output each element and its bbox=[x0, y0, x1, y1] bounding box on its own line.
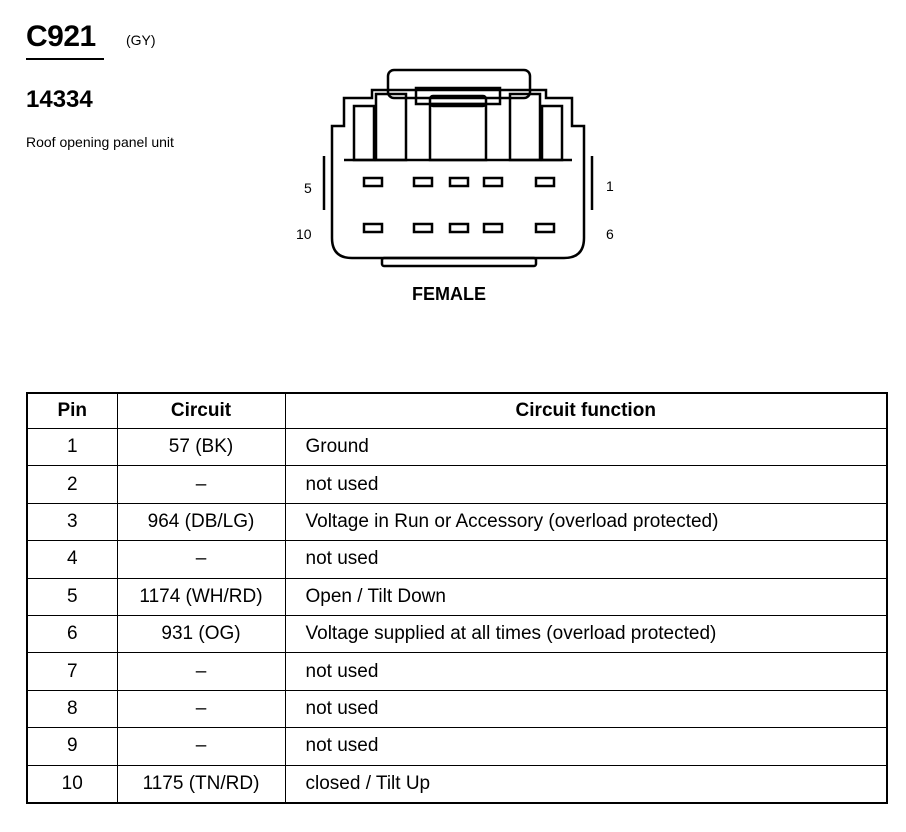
circuit-function: Open / Tilt Down bbox=[285, 578, 887, 615]
circuit-function: not used bbox=[285, 653, 887, 690]
header-pin: Pin bbox=[27, 393, 117, 429]
circuit: – bbox=[117, 466, 285, 503]
table-row bbox=[27, 541, 887, 578]
pin-number: 4 bbox=[27, 541, 117, 578]
pin-number: 3 bbox=[27, 503, 117, 540]
connector-face-diagram bbox=[290, 60, 610, 275]
part-number: 14334 bbox=[26, 86, 93, 113]
circuit: 57 (BK) bbox=[117, 429, 285, 466]
header-circuit: Circuit bbox=[117, 393, 285, 429]
table-row bbox=[27, 653, 887, 690]
connector-gender-label: FEMALE bbox=[412, 284, 486, 304]
table-row bbox=[27, 690, 887, 727]
cavity-9 bbox=[414, 224, 432, 232]
pin-number: 7 bbox=[27, 653, 117, 690]
circuit: 964 (DB/LG) bbox=[117, 503, 285, 540]
circuit-function: not used bbox=[285, 690, 887, 727]
connector-color: (GY) bbox=[126, 32, 156, 48]
inner-post-right bbox=[542, 106, 562, 160]
cavity-10 bbox=[364, 224, 382, 232]
pin-number: 8 bbox=[27, 690, 117, 727]
cavity-4 bbox=[414, 178, 432, 186]
connector-description: Roof opening panel unit bbox=[26, 134, 174, 150]
pinout-table bbox=[26, 392, 888, 804]
cavity-2 bbox=[484, 178, 502, 186]
table-row bbox=[27, 765, 887, 803]
circuit: 931 (OG) bbox=[117, 615, 285, 652]
circuit-function: Voltage supplied at all times (overload protected) bbox=[285, 615, 887, 652]
pin-number: 5 bbox=[27, 578, 117, 615]
circuit-function: closed / Tilt Up bbox=[285, 765, 887, 803]
pin-label-10: 10 bbox=[296, 226, 312, 242]
cavity-5 bbox=[364, 178, 382, 186]
housing-skirt bbox=[382, 258, 536, 266]
inner-post-center bbox=[430, 104, 486, 160]
header-function: Circuit function bbox=[285, 393, 887, 429]
connector-id: C921 bbox=[26, 20, 96, 53]
table-row bbox=[27, 615, 887, 652]
circuit: 1174 (WH/RD) bbox=[117, 578, 285, 615]
circuit-function: not used bbox=[285, 541, 887, 578]
circuit: – bbox=[117, 690, 285, 727]
circuit: – bbox=[117, 541, 285, 578]
cavity-6 bbox=[536, 224, 554, 232]
inner-post-right-2 bbox=[510, 94, 540, 160]
table-row bbox=[27, 503, 887, 540]
pin-number: 2 bbox=[27, 466, 117, 503]
table-row bbox=[27, 429, 887, 466]
pin-number: 9 bbox=[27, 728, 117, 765]
table-row bbox=[27, 578, 887, 615]
connector-id-underline bbox=[26, 58, 104, 60]
cavity-7 bbox=[484, 224, 502, 232]
circuit: – bbox=[117, 728, 285, 765]
latch-outer bbox=[388, 70, 530, 98]
table-row bbox=[27, 728, 887, 765]
pin-number: 10 bbox=[27, 765, 117, 803]
pin-number: 6 bbox=[27, 615, 117, 652]
cavity-1 bbox=[536, 178, 554, 186]
cavity-3 bbox=[450, 178, 468, 186]
circuit: 1175 (TN/RD) bbox=[117, 765, 285, 803]
circuit-function: not used bbox=[285, 466, 887, 503]
circuit-function: Ground bbox=[285, 429, 887, 466]
pin-number: 1 bbox=[27, 429, 117, 466]
circuit: – bbox=[117, 653, 285, 690]
inner-post-left-2 bbox=[376, 94, 406, 160]
circuit-function: Voltage in Run or Accessory (overload protected) bbox=[285, 503, 887, 540]
circuit-function: not used bbox=[285, 728, 887, 765]
pin-label-5: 5 bbox=[304, 180, 312, 196]
inner-post-left bbox=[354, 106, 374, 160]
pin-label-1: 1 bbox=[606, 178, 614, 194]
table-header-row bbox=[27, 393, 887, 429]
cavity-8 bbox=[450, 224, 468, 232]
pin-label-6: 6 bbox=[606, 226, 614, 242]
table-row bbox=[27, 466, 887, 503]
